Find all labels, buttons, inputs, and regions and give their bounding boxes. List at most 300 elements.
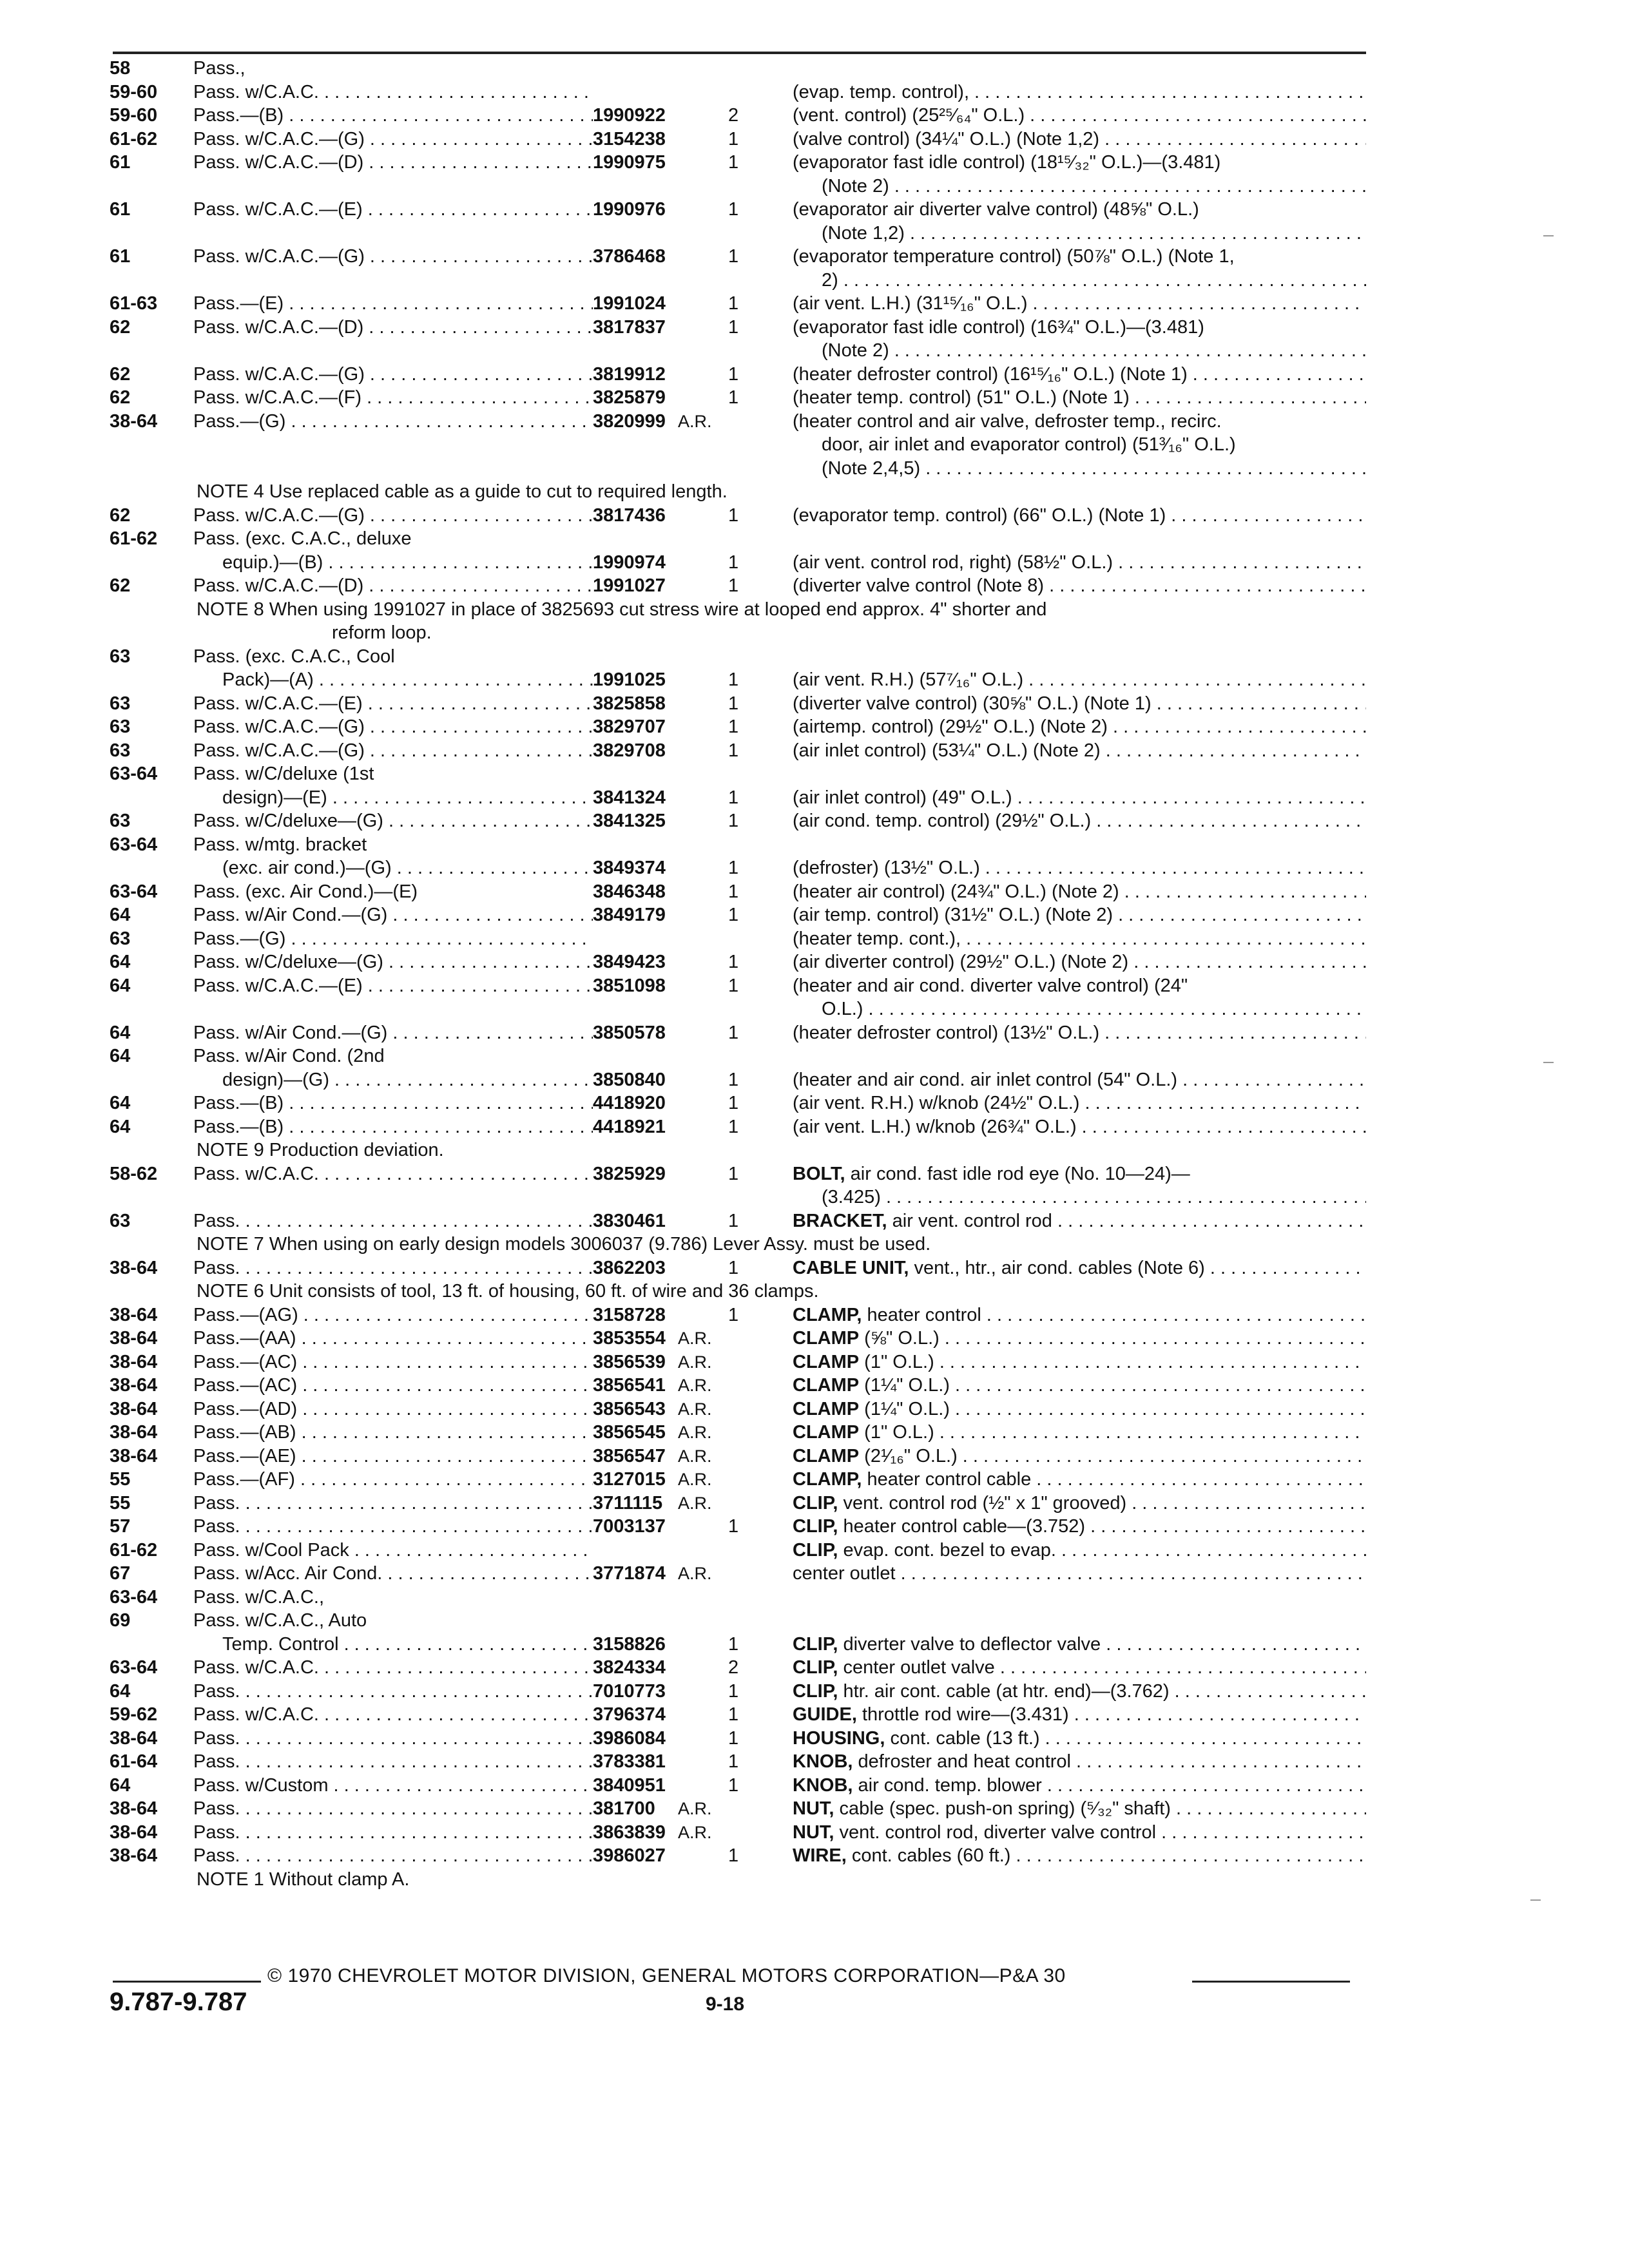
part-row [110,1586,1363,1610]
part-number: 3849374 [593,858,666,878]
description-continuation: door, air inlet and evaporator control) (51³⁄₁₆" O.L.) [822,434,1236,455]
model-year: 64 [110,952,131,972]
model-year: 67 [110,1563,131,1584]
part-name: NUT, [793,1821,834,1843]
part-number: 3817837 [593,316,666,338]
description-text: (air cond. temp. control) (29½" O.L.) [793,811,1092,831]
description-text: (heater defroster control) (13½" O.L.) [793,1022,1100,1043]
part-number: 3158728 [593,1304,666,1325]
model-year: 59-60 [110,105,158,126]
quantity: 1 [728,1022,739,1043]
description-text: diverter valve to deflector valve [838,1633,1101,1655]
part-row [110,950,1363,974]
description-text: (evaporator fast idle control) (16¾" O.L.)—(3.481) [793,316,1204,338]
description-text: (1" O.L.) [859,1351,934,1372]
model-year: 61-62 [110,128,158,149]
application: Pass.—(AF) . . . [193,1468,593,1492]
application: Pass. w/C.A.C.—(G) . . . [193,245,593,269]
application: Pass. w/C.A.C.—(G) . . . [193,504,593,528]
model-year: 64 [110,1680,131,1702]
part-number: 4418920 [593,1093,666,1113]
part-name: WIRE, [793,1845,847,1866]
quantity: A.R. [678,1352,712,1372]
description-text: (⅝" O.L.) [859,1328,940,1349]
part-row [110,786,1363,810]
model-year: 63 [110,928,131,949]
model-year: 62 [110,387,131,408]
description [793,1515,1366,1539]
quantity: 1 [728,387,739,408]
quantity: A.R. [678,1376,712,1395]
margin-mark [1543,235,1554,236]
continuation-row [110,433,1363,457]
description-text: heater control cable [862,1469,1032,1490]
part-row [110,1492,1363,1515]
quantity: 1 [728,1680,739,1702]
part-row [110,1327,1363,1350]
application: Pass. w/C.A.C.—(D) . . . [193,574,593,598]
model-year: 63 [110,646,131,667]
part-number: 3817436 [593,505,666,526]
part-number: 3841325 [593,811,666,831]
description-text: air vent. control rod [887,1210,1052,1231]
part-number: 1990922 [593,105,666,126]
description-text: vent. control rod, diverter valve control [834,1821,1157,1843]
description-text: (heater control and air valve, defroster temp., recirc. [793,410,1222,432]
model-year: 55 [110,1492,131,1514]
description [793,1398,1366,1421]
description [793,1562,1366,1586]
top-rule [113,52,1366,54]
part-row [110,574,1363,598]
part-number: 3986084 [593,1727,666,1749]
model-year: 38-64 [110,1727,158,1749]
part-name: CLAMP [793,1422,860,1443]
model-year: 64 [110,1093,131,1113]
description [793,856,1366,880]
page-number: 9-18 [706,1994,745,2015]
part-number: 1990976 [593,199,666,220]
part-row [110,504,1363,528]
part-row [110,809,1363,833]
description-text: air cond. fast idle rod eye (No. 10—24)— [845,1163,1190,1184]
margin-mark [1543,1062,1554,1063]
model-year: 63-64 [110,1657,158,1678]
description [793,927,1366,951]
description [793,1445,1366,1468]
description-text: (air inlet control) (49" O.L.) [793,787,1012,808]
model-year: 63-64 [110,834,158,855]
description-continuation: O.L.) . . . [822,997,1366,1021]
part-number: 3863839 [593,1821,666,1843]
part-row [110,386,1363,410]
description-text: cable (spec. push-on spring) (⁵⁄₃₂" shaft) [834,1798,1171,1819]
part-row [110,715,1363,739]
part-row [110,1445,1363,1468]
description-text: (diverter valve control (Note 8) [793,575,1045,596]
model-year: 38-64 [110,1304,158,1325]
application: Pass.—(AG) . . . [193,1303,593,1327]
application: Pass. . . . [193,1821,593,1845]
application-continuation: equip.)—(B) . . . [222,551,593,575]
part-name: CLIP, [793,1492,838,1514]
description-text: (airtemp. control) (29½" O.L.) (Note 2) [793,716,1108,737]
description [793,1492,1366,1515]
model-year: 64 [110,905,131,925]
description-text: heater control [862,1304,981,1325]
application: Pass. w/C.A.C. . . . [193,1656,593,1680]
part-number: 3829707 [593,716,666,737]
application: Pass. . . . [193,1727,593,1751]
description [793,1374,1366,1398]
model-year: 62 [110,316,131,338]
part-number: 3786468 [593,246,666,267]
application: Pass. w/C.A.C., Auto [193,1610,367,1631]
quantity: 1 [728,787,739,808]
part-row [110,81,1363,104]
part-number: 3825879 [593,387,666,408]
description [793,1656,1366,1680]
model-year: 58 [110,58,131,79]
description [793,1821,1366,1845]
part-row [110,739,1363,763]
part-number: 7003137 [593,1516,666,1537]
part-name: CLIP, [793,1539,838,1561]
quantity: 2 [728,105,739,126]
model-year: 38-64 [110,1257,158,1278]
note-text: NOTE 9 Production deviation. [197,1140,444,1160]
description [793,1844,1366,1868]
parts-list [110,57,1363,1891]
quantity: 1 [728,1304,739,1325]
part-row [110,1350,1363,1374]
part-number: 7010773 [593,1680,666,1702]
part-row [110,1750,1363,1774]
model-year: 63-64 [110,881,158,902]
margin-mark [1530,1899,1541,1901]
part-row [110,927,1363,951]
description [793,1468,1366,1492]
model-year: 61-62 [110,1539,158,1561]
quantity: 1 [728,363,739,385]
description [793,1421,1366,1445]
part-name: BOLT, [793,1163,845,1184]
description-continuation: (Note 1,2) . . . [822,222,1366,245]
part-number: 1991027 [593,575,666,596]
part-name: KNOB, [793,1751,853,1772]
part-row [110,668,1363,692]
application: Pass. . . . [193,1797,593,1821]
part-number: 3783381 [593,1751,666,1772]
quantity: 1 [728,1210,739,1231]
description [793,739,1366,763]
description-text: (vent. control) (25²⁵⁄₆₄" O.L.) [793,105,1025,126]
quantity: 1 [728,575,739,596]
description-text: center outlet [793,1563,896,1584]
description [793,1327,1366,1350]
application: Pass.—(AC) . . . [193,1350,593,1374]
part-name: CLAMP [793,1398,860,1419]
model-year: 63 [110,716,131,737]
footer-rule-right [1192,1981,1350,1983]
quantity: 1 [728,1727,739,1749]
description [793,1797,1366,1821]
part-row [110,1398,1363,1421]
description [793,974,1366,998]
part-row [110,1303,1363,1327]
part-name: CLIP, [793,1633,838,1655]
description-text: cont. cable (13 ft.) [885,1727,1040,1749]
note-row [110,1868,1363,1892]
quantity: 1 [728,1116,739,1137]
part-number: 3825858 [593,693,666,714]
description [793,1727,1366,1751]
part-number: 3856547 [593,1445,666,1466]
application: Pass. w/C.A.C.—(E) . . . [193,692,593,716]
application: Pass.—(AB) . . . [193,1421,593,1445]
note-text: NOTE 4 Use replaced cable as a guide to cut to required length. [197,481,728,502]
part-row [110,1068,1363,1092]
quantity: A.R. [678,1822,712,1842]
quantity: 1 [728,552,739,573]
description-text: heater control cable—(3.752) [838,1516,1086,1537]
part-name: CLIP, [793,1680,838,1702]
part-row [110,1091,1363,1115]
description-text: (valve control) (34¼" O.L.) (Note 1,2) [793,128,1100,149]
description-text: defroster and heat control [853,1751,1071,1772]
description [793,1068,1366,1092]
description [793,1633,1366,1657]
model-year: 62 [110,505,131,526]
description-text: vent. control rod (½" x 1" grooved) [838,1492,1127,1514]
quantity: 1 [728,293,739,314]
part-name: CLAMP [793,1375,860,1396]
description-text: (heater and air cond. diverter valve control) (24" [793,975,1188,996]
part-number: 3856543 [593,1398,666,1419]
part-row [110,974,1363,998]
quantity: 1 [728,1069,739,1090]
description-text: evap. cont. bezel to evap. [838,1539,1056,1561]
description [793,950,1366,974]
part-row [110,1044,1363,1068]
model-year: 63-64 [110,764,158,784]
part-number: 3771874 [593,1563,666,1584]
description-text: (diverter valve control) (30⅝" O.L.) (Note 1) [793,693,1152,714]
application: Pass.—(B) . . . [193,104,593,128]
part-number: 3840951 [593,1774,666,1796]
description-text: (evaporator fast idle control) (18¹⁵⁄₃₂" O.L.)—(3.481) [793,152,1221,173]
part-row [110,1797,1363,1821]
application: Pass. . . . [193,1209,593,1233]
application: Pass. w/mtg. bracket [193,834,367,855]
group-number: 9.787-9.787 [110,1988,247,2016]
model-year: 38-64 [110,1375,158,1396]
model-year: 69 [110,1610,131,1631]
part-row [110,316,1363,340]
description [793,198,1366,222]
application: Pass. w/Custom . . . [193,1774,593,1798]
description [793,151,1366,175]
quantity: 1 [728,1751,739,1772]
description-text: (evaporator air diverter valve control) (48⅝" O.L.) [793,199,1199,220]
description-text: cont. cables (60 ft.) [846,1845,1011,1866]
description-text: (evaporator temperature control) (50⅞" O.L.) (Note 1, [793,246,1235,267]
quantity: 1 [728,693,739,714]
model-year: 64 [110,1774,131,1796]
application: Pass. w/C.A.C. . . . [193,1703,593,1727]
quantity: 1 [728,1633,739,1655]
application: Pass. w/C.A.C., [193,1586,325,1608]
continuation-row [110,339,1363,363]
description [793,1774,1366,1798]
part-number: 3853554 [593,1328,666,1349]
application: Pass.—(G) . . . [193,927,593,951]
part-name: KNOB, [793,1774,853,1796]
quantity: 1 [728,740,739,761]
application: Pass. w/C.A.C.—(E) . . . [193,974,593,998]
description-text: (air vent. L.H.) (31¹⁵⁄₁₆" O.L.) [793,293,1028,314]
description-text: center outlet valve [838,1657,995,1678]
description [793,668,1366,692]
part-name: CLAMP [793,1328,860,1349]
note-row [110,598,1363,622]
quantity: A.R. [678,1423,712,1442]
description [793,551,1366,575]
part-name: HOUSING, [793,1727,885,1749]
description-text: (air inlet control) (53¼" O.L.) (Note 2) [793,740,1101,761]
continuation-row [110,175,1363,198]
application: Pass.—(AD) . . . [193,1398,593,1421]
part-number: 3849179 [593,905,666,925]
description [793,1209,1366,1233]
model-year: 61-64 [110,1751,158,1772]
part-row [110,1539,1363,1562]
part-row [110,1115,1363,1139]
part-number: 3856545 [593,1422,666,1443]
model-year: 58-62 [110,1163,158,1184]
part-row [110,1162,1363,1186]
application: Pass., [193,58,246,79]
part-number: 3846348 [593,881,666,902]
part-number: 381700 [593,1798,655,1819]
part-number: 3796374 [593,1704,666,1725]
part-name: CLIP, [793,1657,838,1678]
description [793,1021,1366,1045]
model-year: 63 [110,740,131,761]
part-row [110,856,1363,880]
description-text: (air vent. L.H.) w/knob (26¾" O.L.) [793,1116,1077,1137]
description-text: (air vent. R.H.) w/knob (24½" O.L.) [793,1093,1080,1113]
continuation-row [110,997,1363,1021]
description [793,809,1366,833]
quantity: 1 [728,505,739,526]
application: Pass. . . . [193,1680,593,1704]
part-row [110,198,1363,222]
quantity: A.R. [678,1470,712,1489]
description [793,715,1366,739]
application: Pass. w/C/deluxe—(G) . . . [193,809,593,833]
description-text: (evaporator temp. control) (66" O.L.) (Note 1) [793,505,1166,526]
application-continuation: design)—(E) . . . [222,786,593,810]
application-continuation: design)—(G) . . . [222,1068,593,1092]
model-year: 38-64 [110,410,158,432]
part-row [110,551,1363,575]
part-number: 1991024 [593,293,666,314]
part-number: 3830461 [593,1210,666,1231]
application: Pass.—(B) . . . [193,1091,593,1115]
part-row [110,245,1363,269]
continuation-row [110,457,1363,481]
part-row [110,57,1363,81]
description-text: (air vent. R.H.) (57⁷⁄₁₆" O.L.) [793,669,1024,690]
application: Pass. w/C/deluxe—(G) . . . [193,950,593,974]
part-number: 3856541 [593,1375,666,1396]
description [793,1115,1366,1139]
application-continuation: Pack)—(A) . . . [222,668,593,692]
part-name: CLAMP, [793,1304,862,1325]
quantity: 1 [728,952,739,972]
part-row [110,151,1363,175]
application: Pass. (exc. Air Cond.)—(E) [193,881,418,902]
part-row [110,1515,1363,1539]
part-row [110,363,1363,387]
description [793,410,1366,434]
part-name: CLAMP [793,1351,860,1372]
description [793,104,1366,128]
note-row [110,1233,1363,1256]
note-text: NOTE 1 Without clamp A. [197,1869,410,1890]
part-number: 4418921 [593,1116,666,1137]
model-year: 61 [110,199,131,220]
part-name: CLAMP, [793,1469,862,1490]
quantity: 1 [728,858,739,878]
part-row [110,880,1363,904]
part-number: 3856539 [593,1351,666,1372]
continuation-row [110,269,1363,293]
part-number: 3158826 [593,1633,666,1655]
description [793,386,1366,410]
part-row [110,527,1363,551]
model-year: 38-64 [110,1398,158,1419]
application: Pass. w/Air Cond.—(G) . . . [193,1021,593,1045]
application: Pass. w/C.A.C. . . . [193,1162,593,1186]
part-number: 3829708 [593,740,666,761]
model-year: 38-64 [110,1798,158,1819]
application: Pass.—(B) . . . [193,1115,593,1139]
application: Pass. (exc. C.A.C., Cool [193,646,395,667]
part-row [110,692,1363,716]
model-year: 64 [110,975,131,996]
part-number: 3986027 [593,1845,666,1866]
description-text: (air temp. control) (31½" O.L.) (Note 2) [793,905,1113,925]
description [793,1539,1366,1562]
part-number: 3711115 [593,1492,663,1514]
description [793,1680,1366,1704]
quantity: 1 [728,1257,739,1278]
application: Pass. w/C.A.C.—(E) . . . [193,198,593,222]
part-number: 3127015 [593,1469,666,1490]
description-text: (defroster) (13½" O.L.) [793,858,980,878]
part-row [110,1256,1363,1280]
part-number: 3824334 [593,1657,666,1678]
model-year: 62 [110,575,131,596]
application: Pass. . . . [193,1515,593,1539]
model-year: 38-64 [110,1445,158,1466]
part-name: BRACKET, [793,1210,887,1231]
quantity: A.R. [678,1493,712,1513]
description [793,692,1366,716]
model-year: 61 [110,246,131,267]
